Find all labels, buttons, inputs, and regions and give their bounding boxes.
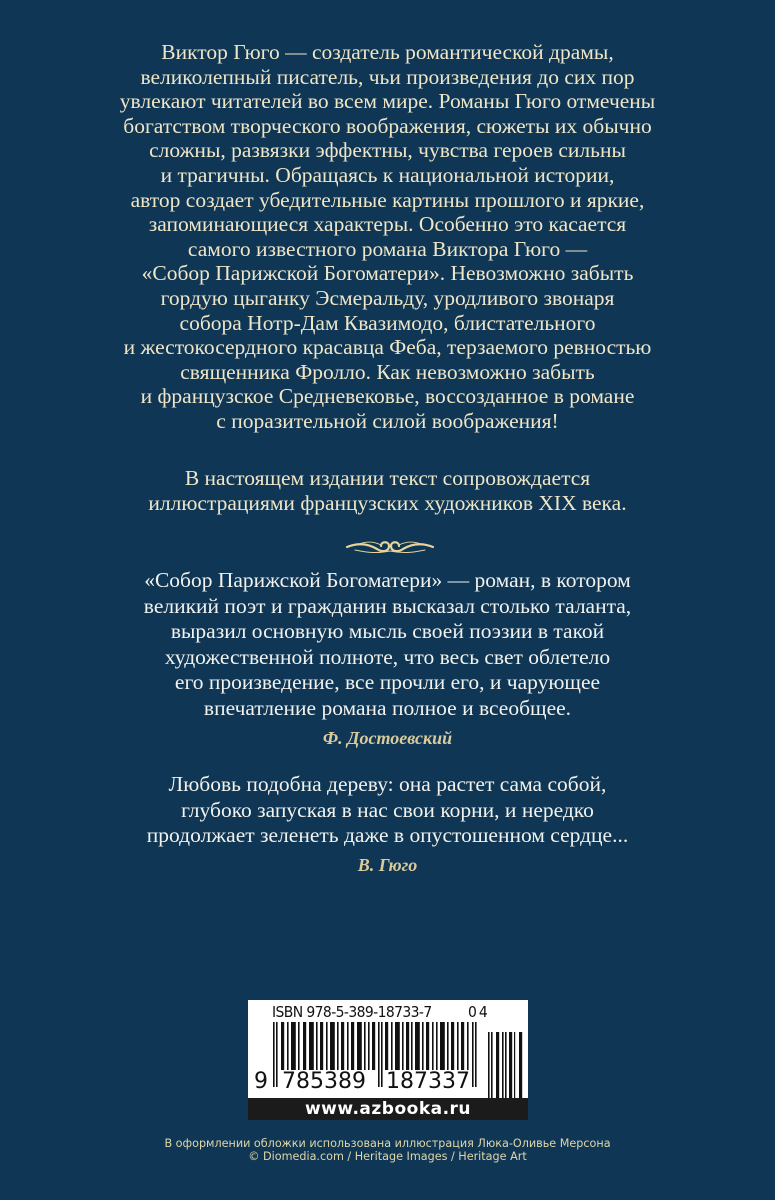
intro-line: и жестокосердного красавца Феба, терзаемого ревностью <box>123 335 652 360</box>
credit-line: В оформлении обложки использована иллюстрация Люка-Оливье Мерсона <box>164 1137 611 1150</box>
isbn-barcode <box>248 1000 528 1120</box>
quote-line: художественной полноте, что весь свет облетело <box>164 644 611 669</box>
quote-author: В. Гюго <box>357 854 418 875</box>
intro-line: богатством творческого воображения, сюжеты их обычно <box>123 113 652 138</box>
edition-note <box>0 466 775 516</box>
quote-line: «Собор Парижской Богоматери» — роман, в котором <box>144 568 631 592</box>
edition-line: иллюстрациями французских художников XIX века. <box>148 491 627 515</box>
intro-line: самого известного романа Виктора Гюго — <box>187 236 588 261</box>
intro-line: великолепный писатель, чьи произведения до сих пор <box>140 64 635 89</box>
quote-line: его произведение, все прочли его, и чарующее <box>174 670 601 695</box>
isbn-label: ISBN 978-5-389-18733-7 <box>272 1003 432 1021</box>
publisher-website: www.azbooka.ru <box>248 1098 528 1120</box>
intro-line: и трагичны. Обращаясь к национальной истории, <box>160 162 615 187</box>
credit-line: © Diomedia.com / Heritage Images / Heritage Art <box>248 1150 527 1163</box>
intro-line: гордую цыганку Эсмеральду, уродливого звонаря <box>160 285 615 310</box>
hugo-quote <box>0 772 775 876</box>
flourish-divider-icon <box>345 536 435 556</box>
quote-author: Ф. Достоевский <box>322 727 453 748</box>
intro-line: священника Фролло. Как невозможно забыть <box>180 359 595 384</box>
intro-line: Виктор Гюго — создатель романтической драмы, <box>161 40 614 64</box>
intro-paragraph <box>0 40 775 434</box>
intro-line: «Собор Парижской Богоматери». Невозможно забыть <box>141 261 634 286</box>
intro-line: и французское Средневековье, воссозданное в романе <box>140 384 635 409</box>
dostoevsky-quote <box>0 568 775 749</box>
barcode-digits-group1: 785389 <box>282 1069 366 1094</box>
intro-line: сложны, развязки эффектны, чувства героев сильны <box>149 138 626 163</box>
edition-line: В настоящем издании текст сопровождается <box>184 466 591 490</box>
quote-line: продолжает зеленеть даже в опустошенном сердце... <box>146 823 629 848</box>
intro-line: собора Нотр-Дам Квазимодо, блистательного <box>179 310 596 335</box>
intro-line: увлекают читателей во всем мире. Романы Гюго отмечены <box>119 89 656 114</box>
intro-line: с поразительной силой воображения! <box>216 408 559 433</box>
quote-line: великий поэт и гражданин высказал столько таланта, <box>143 593 632 618</box>
barcode-first-digit: 9 <box>254 1069 268 1094</box>
barcode-digits-group2: 187337 <box>386 1069 470 1094</box>
intro-line: запоминающиеся характеры. Особенно это касается <box>148 212 627 237</box>
barcode-area <box>248 1000 528 1098</box>
quote-line: выразил основную мысль своей поэзии в такой <box>170 619 605 644</box>
quote-line: глубоко запуская в нас свои корни, и нередко <box>181 797 594 822</box>
quote-line: Любовь подобна дереву: она растет сама собой, <box>168 772 607 796</box>
isbn-addon-label: 04 <box>468 1003 490 1021</box>
intro-line: автор создает убедительные картины прошлого и яркие, <box>130 187 645 212</box>
cover-credits <box>0 1137 775 1163</box>
quote-line: впечатление романа полное и всеобщее. <box>203 695 572 720</box>
